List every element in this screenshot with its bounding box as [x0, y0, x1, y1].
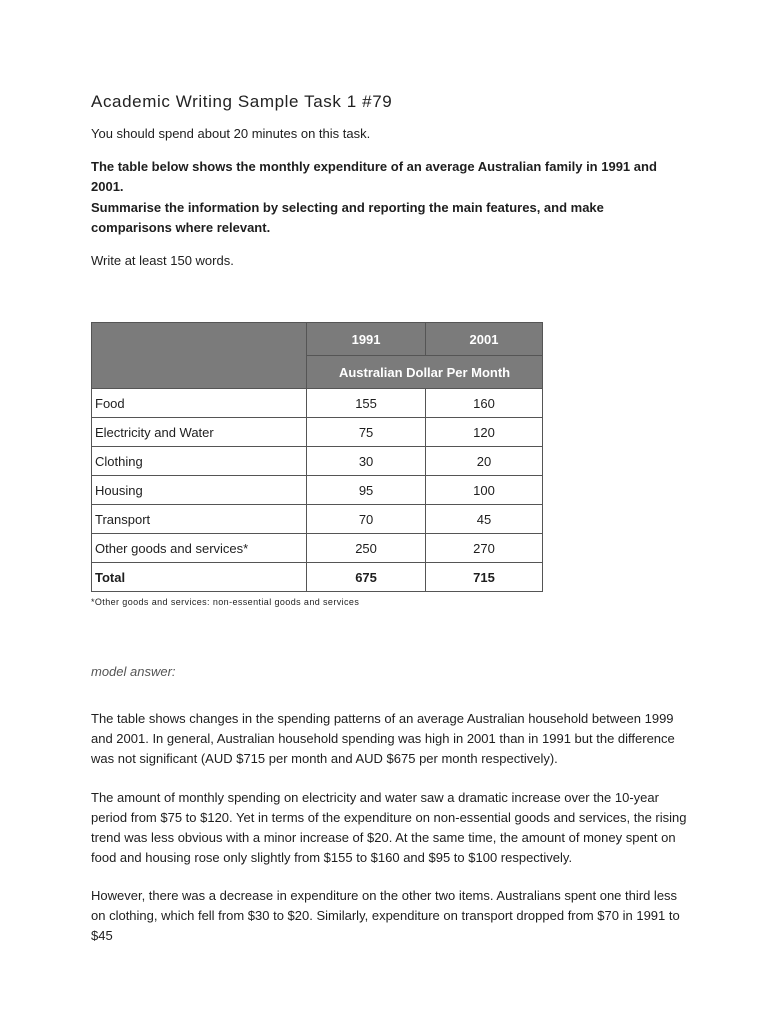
row-item-label: Food	[92, 389, 307, 418]
row-value-2001: 160	[426, 389, 543, 418]
table-row	[92, 534, 543, 563]
expenditure-table	[91, 322, 543, 592]
row-value-1991: 155	[307, 389, 426, 418]
row-value-1991: 75	[307, 418, 426, 447]
table-row	[92, 476, 543, 505]
table-row	[92, 505, 543, 534]
header-unit-label: Australian Dollar Per Month	[307, 356, 543, 389]
row-value-2001: 45	[426, 505, 543, 534]
row-value-1991: 30	[307, 447, 426, 476]
total-value-1991: 675	[307, 563, 426, 592]
table-row	[92, 447, 543, 476]
table-footnote: *Other goods and services: non-essential goods and services	[91, 597, 360, 607]
row-item-label: Other goods and services*	[92, 534, 307, 563]
row-value-1991: 95	[307, 476, 426, 505]
row-item-label: Transport	[92, 505, 307, 534]
header-year-1991: 1991	[307, 323, 426, 356]
answer-paragraph-1: The table shows changes in the spending patterns of an average Australian household between 1999 and 2001. In general, Australian household spending was high in 2001 than in 1991 but the difference was not significant (AUD $715 per month and AUD $675 per month respectively).	[91, 711, 675, 766]
row-item-label: Electricity and Water	[92, 418, 307, 447]
row-value-1991: 70	[307, 505, 426, 534]
row-value-2001: 270	[426, 534, 543, 563]
page-title: Academic Writing Sample Task 1 #79	[91, 92, 393, 111]
total-label: Total	[92, 563, 307, 592]
time-instruction: You should spend about 20 minutes on this task.	[91, 126, 371, 141]
task-prompt: The table below shows the monthly expenditure of an average Australian family in 1991 and 2001.	[91, 159, 657, 194]
answer-paragraph-3: However, there was a decrease in expenditure on the other two items. Australians spent one third less on clothing, which fell from $30 to $20. Similarly, expenditure on transport dropped from $70 in 1991 to $45	[91, 888, 680, 943]
word-count-instruction: Write at least 150 words.	[91, 253, 234, 268]
row-item-label: Housing	[92, 476, 307, 505]
header-blank-cell	[92, 323, 307, 389]
header-year-2001: 2001	[426, 323, 543, 356]
row-value-1991: 250	[307, 534, 426, 563]
answer-paragraph-2: The amount of monthly spending on electricity and water saw a dramatic increase over the 10-year period from $75 to $120. Yet in terms of the expenditure on non-essential goods and services, the rising trend was less obvious with a minor increase of $20. At the same time, the amount of money spent on food and housing rose only slightly from $155 to $160 and $95 to $100 respectively.	[91, 790, 687, 865]
table-total-row	[92, 563, 543, 592]
table-row	[92, 418, 543, 447]
total-value-2001: 715	[426, 563, 543, 592]
table-header-row	[92, 323, 543, 356]
row-item-label: Clothing	[92, 447, 307, 476]
row-value-2001: 20	[426, 447, 543, 476]
row-value-2001: 100	[426, 476, 543, 505]
row-value-2001: 120	[426, 418, 543, 447]
summarise-instruction: Summarise the information by selecting and reporting the main features, and make comparisons where relevant.	[91, 200, 604, 235]
table-row	[92, 389, 543, 418]
model-answer-label: model answer:	[91, 664, 176, 679]
